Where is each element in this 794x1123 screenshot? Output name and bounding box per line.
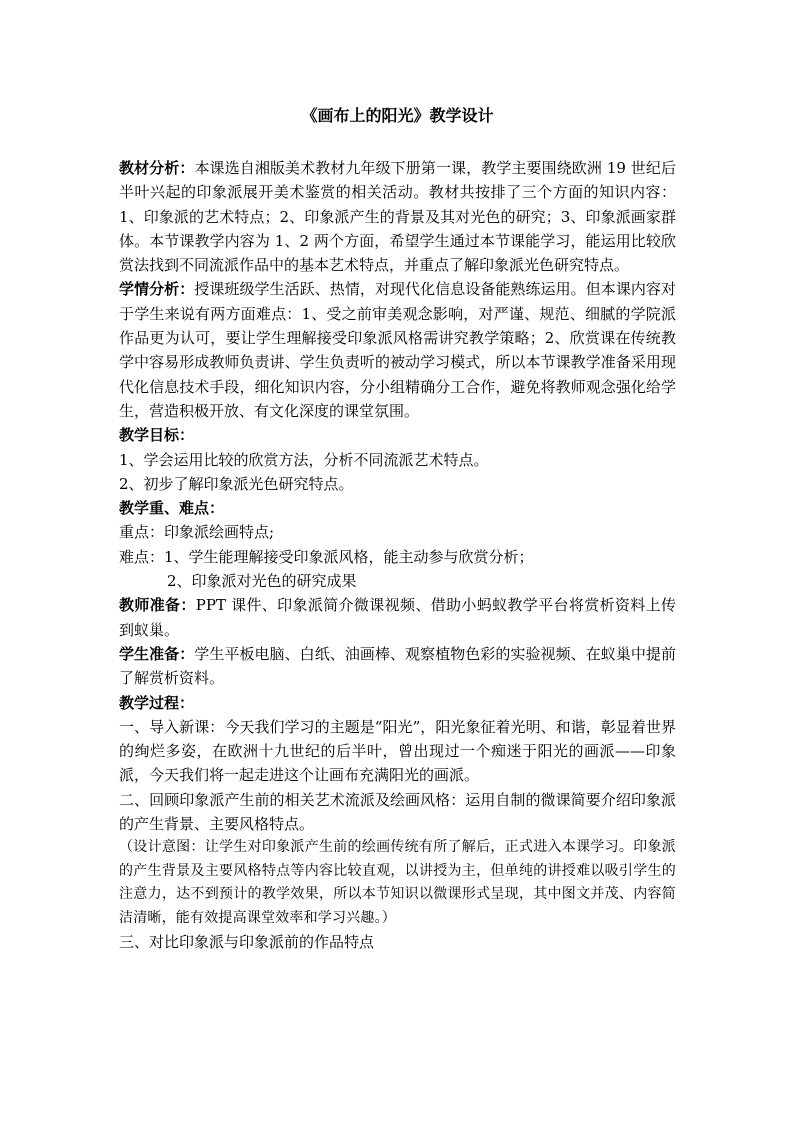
student-analysis-label: 学情分析： (119, 280, 195, 299)
student-prep-label: 学生准备： (119, 644, 195, 663)
objectives-heading: 教学目标： (119, 426, 195, 445)
teacher-prep-text: PPT 课件、印象派简介微课视频、借助小蚂蚁教学平台将赏析资料上传到蚁巢。 (119, 596, 676, 639)
difficult-point-1: 难点：1、学生能理解接受印象派风格，能主动参与欣赏分析； (119, 547, 534, 566)
design-intent-note: （设计意图：让学生对印象派产生前的绘画传统有所了解后，正式进入本课学习。印象派的产生背景及主要风格特点等内容比较直观，以讲授为主，但单纯的讲授难以吸引学生的注意力，达不到预计的教学效果，所以本节知识以微课形式呈现，其中图文并茂、内容简洁清晰，能有效提高课堂效率和学习兴趣。） (119, 839, 676, 926)
process-step-1: 一、导入新课：今天我们学习的主题是“阳光”，阳光象征着光明、和谐，彰显着世界的绚烂多姿，在欧洲十九世纪的后半叶，曾出现过一个痴迷于阳光的画派——印象派，今天我们将一起走进这个让画布充满阳光的画派。 (119, 717, 676, 785)
student-prep-paragraph (119, 642, 676, 691)
teacher-prep-paragraph (119, 593, 676, 642)
process-step-2: 二、回顾印象派产生前的相关艺术流派及绘画风格：运用自制的微课简要介绍印象派的产生背景、主要风格特点。 (119, 790, 676, 834)
material-analysis-text: 本课选自湘版美术教材九年级下册第一课，教学主要围绕欧洲 19 世纪后半叶兴起的印象派展开美术鉴赏的相关活动。教材共按排了三个方面的知识内容：1、印象派的艺术特点；2、印象派产生的背景及其对光色的研究；3、印象派画家群体。本节课教学内容为 1、2 两个方面，希望学生通过本节课能学习，能运用比较欣赏法找到不同流派作品中的基本艺术特点，并重点了解印象派光色研究特点。 (119, 159, 676, 275)
student-prep-text: 学生平板电脑、白纸、油画棒、观察植物色彩的实验视频、在蚁巢中提前了解赏析资料。 (119, 644, 676, 688)
key-point-text: 重点：印象派绘画特点; (119, 523, 275, 542)
objective-item-1: 1、学会运用比较的欣赏方法，分析不同流派艺术特点。 (119, 450, 489, 469)
student-analysis-paragraph (119, 277, 676, 423)
student-analysis-text: 授课班级学生活跃、热情，对现代化信息设备能熟练运用。但本课内容对于学生来说有两方面难点：1、受之前审美观念影响，对严谨、规范、细腻的学院派作品更为认可，要让学生理解接受印象派风格需讲究教学策略；2、欣赏课在传统教学中容易形成教师负责讲、学生负责听的被动学习模式，所以本节课教学准备采用现代化信息技术手段，细化知识内容，分小组精确分工合作，避免将教师观念强化给学生，营造积极开放、有文化深度的课堂氛围。 (119, 280, 676, 420)
material-analysis-label: 教材分析： (119, 159, 195, 177)
teacher-prep-label: 教师准备： (119, 596, 196, 615)
document-title: 《画布上的阳光》教学设计 (301, 106, 494, 125)
difficult-point-2: 2、印象派对光色的研究成果 (167, 572, 357, 591)
material-analysis-paragraph (119, 156, 676, 277)
process-step-3: 三、对比印象派与印象派前的作品特点 (119, 933, 375, 952)
objective-item-2: 2、初步了解印象派光色研究特点。 (119, 474, 354, 493)
key-points-heading: 教学重、难点： (119, 499, 225, 518)
process-heading: 教学过程： (119, 693, 195, 712)
